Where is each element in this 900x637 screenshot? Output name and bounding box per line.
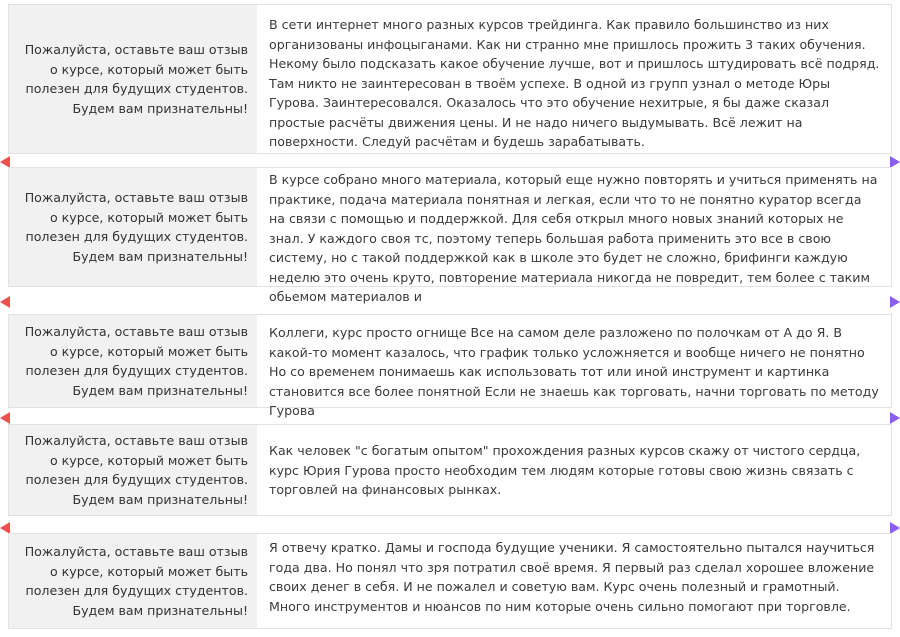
review-card xyxy=(8,533,892,629)
review-text: Коллеги, курс просто огнище Все на самом деле разложено по полочкам от А до Я. В какой-то момент казалось, что график только усложняется и вообще ничего не понятно Но со временем понимаешь как использовать тот или иной инструмент и картинка становится все более понятной Если не знаешь как торговать, начни торговать по методу Гурова xyxy=(269,325,879,418)
measurement-divider xyxy=(0,411,900,425)
left-arrow-icon xyxy=(0,296,10,308)
review-card xyxy=(8,167,892,304)
review-text: Я отвечу кратко. Дамы и господа будущие ученики. Я самостоятельно пытался научиться года два. Но понял что зря потратил своё время. Я первый раз сделал хорошее вложение своих денег в себя. И не пожалел и советую вам. Курс очень полезный и грамотный. Много инструментов и нюансов по ним которые очень сильно помогают при торговле. xyxy=(269,540,875,614)
review-prompt-text: Пожалуйста, оставьте ваш отзыв о курсе, который может быть полезен для будущих студентов. Будем вам признательны! xyxy=(24,544,248,618)
right-arrow-icon xyxy=(890,296,900,308)
review-card xyxy=(8,424,892,516)
review-card xyxy=(8,314,892,418)
measurement-divider xyxy=(0,295,900,309)
review-prompt xyxy=(9,534,257,628)
review-text: В сети интернет много разных курсов трейдинга. Как правило большинство из них организованы инфоцыганами. Как ни странно мне пришлось прожить 3 таких обучения. Некому было подсказать какое обучение лучше, вот и пришлось штудировать всё подряд. Там никто не заинтересован в твоём успехе. В одной из групп узнал о методе Юры Гурова. Заинтересовался. Оказалось что это обучение нехитрые, я бы даже сказал простые расчёты движения цены. И не надо ничего выдумывать. Всё лежит на поверхности. Следуй расчётам и будешь зарабатывать. xyxy=(269,17,880,149)
review-prompt xyxy=(9,168,257,286)
review-prompt xyxy=(9,425,257,515)
review-prompt-text: Пожалуйста, оставьте ваш отзыв о курсе, который может быть полезен для будущих студентов. Будем вам признательны! xyxy=(24,190,248,264)
review-prompt xyxy=(9,315,257,407)
left-arrow-icon xyxy=(0,412,10,424)
review-card xyxy=(8,4,892,154)
review-prompt-text: Пожалуйста, оставьте ваш отзыв о курсе, который может быть полезен для будущих студентов. Будем вам признательны! xyxy=(24,324,248,398)
right-arrow-icon xyxy=(890,412,900,424)
review-prompt-text: Пожалуйста, оставьте ваш отзыв о курсе, который может быть полезен для будущих студентов. Будем вам признательны! xyxy=(24,42,248,116)
review-prompt xyxy=(9,5,257,153)
review-prompt-text: Пожалуйста, оставьте ваш отзыв о курсе, который может быть полезен для будущих студентов. Будем вам признательны! xyxy=(24,433,248,507)
review-text: Как человек "с богатым опытом" прохождения разных курсов скажу от чистого сердца, курс Юрия Гурова просто необходим тем людям которые готовы свою жизнь связать с торговлей на финансовых рынках. xyxy=(269,443,861,497)
review-text: В курсе собрано много материала, который еще нужно повторять и учиться применять на практике, подача материала понятная и легкая, если что то не понятно куратор всегда на связи с помощью и поддержкой. Для себя открыл много новых знаний которых не знал. У каждого своя тс, поэтому теперь большая работа применить это все в свою систему, но с такой поддержкой как в школе это будет не сложно, брифинги каждую неделю это очень круто, повторение материала никогда не повредит, тем более с таким обьемом материалов и xyxy=(269,172,878,304)
